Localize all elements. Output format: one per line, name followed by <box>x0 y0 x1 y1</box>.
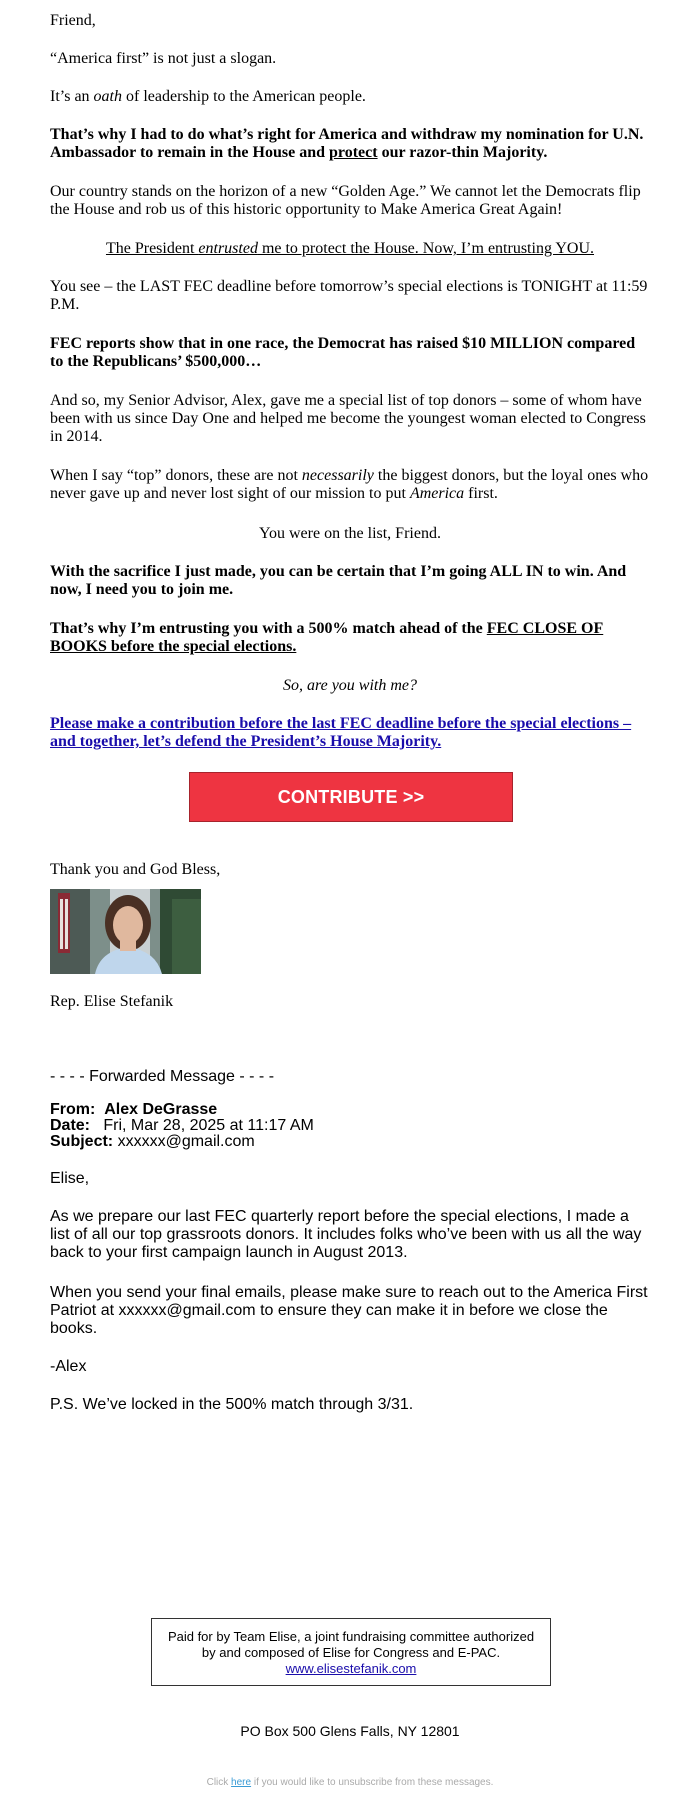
contribute-button[interactable]: CONTRIBUTE >> <box>189 772 513 822</box>
signature-name: Rep. Elise Stefanik <box>50 993 174 1010</box>
signature-photo <box>50 889 201 974</box>
contribute-link[interactable]: Please make a contribution before the last FEC deadline before the special elections – and together, let’s defend the President’s House Majority. <box>50 715 632 750</box>
unsubscribe-line: Click here if you would like to unsubscribe from these messages. <box>206 1777 494 1788</box>
forwarded-from: From: Alex DeGrasse <box>50 1101 218 1118</box>
paragraph-deadline: You see – the LAST FEC deadline before tomorrow’s special elections is TONIGHT at 11:59 P.M. <box>50 278 648 313</box>
signoff: Thank you and God Bless, <box>50 861 221 878</box>
greeting: Friend, <box>50 12 96 29</box>
forwarded-subject: Subject: xxxxxx@gmail.com <box>50 1133 255 1150</box>
portrait-image <box>50 889 201 974</box>
paragraph-on-list: You were on the list, Friend. <box>259 525 441 542</box>
unsubscribe-link[interactable]: here <box>231 1777 252 1788</box>
paragraph-golden-age: Our country stands on the horizon of a new “Golden Age.” We cannot let the Democrats flip the House and rob us of this historic opportunity to Make America Great Again! <box>50 183 641 218</box>
paragraph-fec-reports: FEC reports show that in one race, the Democrat has raised $10 MILLION compared to the Republicans’ $500,000… <box>50 335 636 370</box>
paragraph-with-me: So, are you with me? <box>282 677 418 694</box>
forwarded-ps: P.S. We’ve locked in the 500% match through 3/31. <box>50 1396 414 1413</box>
website-link[interactable]: www.elisestefanik.com <box>285 1661 417 1676</box>
paragraph-withdraw: That’s why I had to do what’s right for America and withdraw my nomination for U.N. Ambassador to remain in the House and protect our razor-thin Majority. <box>50 126 644 161</box>
email-body <box>50 12 650 30</box>
paragraph-sacrifice: With the sacrifice I just made, you can be certain that I’m going ALL IN to win. And now, I need you to join me. <box>50 563 627 598</box>
paragraph-match: That’s why I’m entrusting you with a 500% match ahead of the FEC CLOSE OF BOOKS before the special elections. <box>50 620 604 655</box>
paragraph-senior-advisor: And so, my Senior Advisor, Alex, gave me a special list of top donors – some of whom have been with us since Day One and helped me become the youngest woman elected to Congress in 2014. <box>50 392 646 445</box>
paragraph-oath: It’s an oath of leadership to the American people. <box>50 88 366 105</box>
paragraph-entrusted: The President entrusted me to protect the House. Now, I’m entrusting YOU. <box>105 240 595 257</box>
forwarded-body-1: As we prepare our last FEC quarterly report before the special elections, I made a list of all our top grassroots donors. It includes folks who’ve been with us all the way back to your first campaign launch in August 2013. <box>50 1208 642 1261</box>
paragraph-slogan: “America first” is not just a slogan. <box>50 50 277 67</box>
contribute-link-paragraph <box>50 715 650 751</box>
forwarded-header: - - - - Forwarded Message - - - - <box>50 1068 275 1085</box>
forwarded-salutation: Elise, <box>50 1170 90 1187</box>
forwarded-date: Date: Fri, Mar 28, 2025 at 11:17 AM <box>50 1117 314 1134</box>
paragraph-top-donors: When I say “top” donors, these are not necessarily the biggest donors, but the loyal ones who never gave up and never lost sight of our mission to put America first. <box>50 467 649 502</box>
paid-for-disclaimer: Paid for by Team Elise, a joint fundraising committee authorized by and composed of Elise for Congress and E-PAC. www.elisestefanik.com <box>151 1618 551 1686</box>
forwarded-sign: -Alex <box>50 1358 87 1375</box>
mailing-address: PO Box 500 Glens Falls, NY 12801 <box>240 1723 460 1739</box>
forwarded-body-2: When you send your final emails, please make sure to reach out to the America First Patriot at xxxxxx@gmail.com to ensure they can make it in before we close the books. <box>50 1284 648 1337</box>
